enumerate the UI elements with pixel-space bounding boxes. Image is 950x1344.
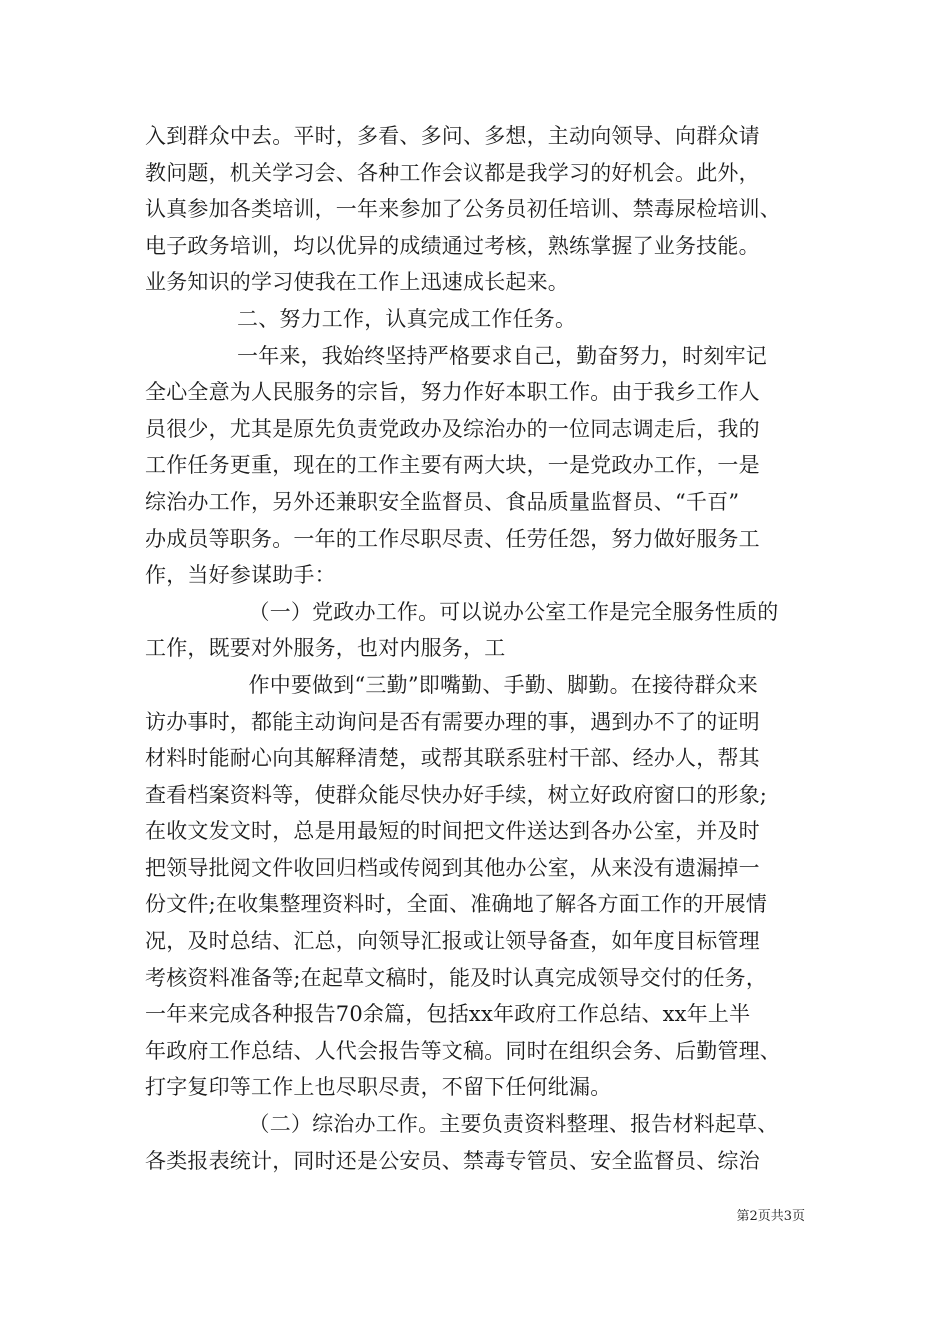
text-line: （二）综治办工作。主要负责资料整理、报告材料起草、 xyxy=(248,1112,779,1137)
text-line: 工作，既要对外服务，也对内服务，工 xyxy=(145,636,506,661)
text-line: 访办事时，都能主动询问是否有需要办理的事，遇到办不了的证明 xyxy=(145,709,760,734)
text-line: 查看档案资料等，使群众能尽快办好手续，树立好政府窗口的形象; xyxy=(145,782,768,807)
document-body xyxy=(145,118,835,1179)
text-line: 作，当好参谋助手： xyxy=(145,563,336,588)
text-line: 打字复印等工作上也尽职尽责，不留下任何纰漏。 xyxy=(145,1075,612,1100)
text-line: 一年来完成各种报告70余篇，包括xx年政府工作总结、xx年上半 xyxy=(145,1002,751,1027)
text-line: 全心全意为人民服务的宗旨，努力作好本职工作。由于我乡工作人 xyxy=(145,380,760,405)
page-footer: 第2页共3页 xyxy=(736,1209,805,1224)
text-line: 二、努力工作，认真完成工作任务。 xyxy=(237,306,577,331)
text-line: 业务知识的学习使我在工作上迅速成长起来。 xyxy=(145,270,569,295)
text-line: 各类报表统计，同时还是公安员、禁毒专管员、安全监督员、综治 xyxy=(145,1148,760,1173)
text-line: 综治办工作，另外还兼职安全监督员、食品质量监督员、“千百” xyxy=(145,489,740,514)
text-line: 材料时能耐心向其解释清楚，或帮其联系驻村干部、经办人，帮其 xyxy=(145,746,760,771)
text-line: 况，及时总结、汇总，向领导汇报或让领导备查，如年度目标管理 xyxy=(145,929,760,954)
text-line: 一年来，我始终坚持严格要求自己，勤奋努力，时刻牢记 xyxy=(237,343,767,368)
text-line: 电子政务培训，均以优异的成绩通过考核，熟练掌握了业务技能。 xyxy=(145,233,760,258)
text-line: 工作任务更重，现在的工作主要有两大块，一是党政办工作，一是 xyxy=(145,453,760,478)
text-line: 份文件;在收集整理资料时，全面、准确地了解各方面工作的开展情 xyxy=(145,892,768,917)
text-line: 在收文发文时，总是用最短的时间把文件送达到各办公室，并及时 xyxy=(145,819,760,844)
text-line: （一）党政办工作。可以说办公室工作是完全服务性质的 xyxy=(248,599,779,624)
text-line: 教问题，机关学习会、各种工作会议都是我学习的好机会。此外， xyxy=(145,160,760,185)
text-line: 办成员等职务。一年的工作尽职尽责、任劳任怨，努力做好服务工 xyxy=(145,526,760,551)
text-line: 认真参加各类培训，一年来参加了公务员初任培训、禁毒尿检培训、 xyxy=(145,197,781,222)
text-line: 入到群众中去。平时，多看、多问、多想，主动向领导、向群众请 xyxy=(145,124,760,148)
text-line: 把领导批阅文件收回归档或传阅到其他办公室，从来没有遗漏掉一 xyxy=(145,855,760,880)
text-line: 考核资料准备等;在起草文稿时，能及时认真完成领导交付的任务， xyxy=(145,965,768,990)
text-line: 年政府工作总结、人代会报告等文稿。同时在组织会务、后勤管理、 xyxy=(145,1038,781,1063)
text-line: 作中要做到“三勤”即嘴勤、手勤、脚勤。在接待群众来 xyxy=(248,672,758,697)
text-line: 员很少，尤其是原先负责党政办及综治办的一位同志调走后，我的 xyxy=(145,416,760,441)
